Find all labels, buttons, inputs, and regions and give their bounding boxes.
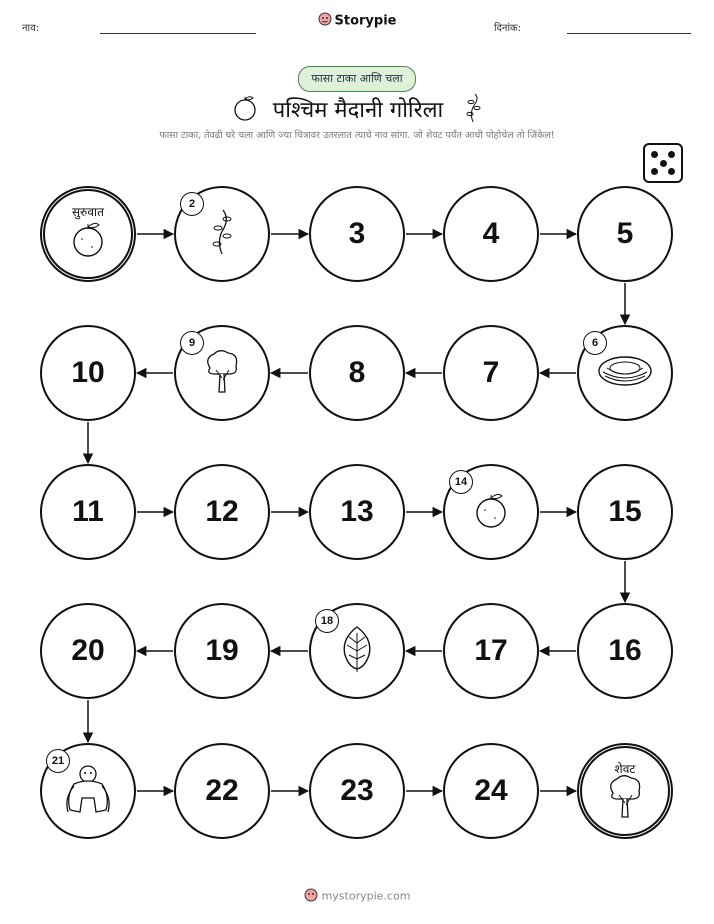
board-cell-23: [309, 743, 405, 839]
board-cell-21: [40, 743, 136, 839]
start-label: सुरुवात: [72, 205, 104, 219]
cell-number: 20: [71, 634, 105, 667]
name-label: नाव:: [22, 23, 40, 34]
footer: [0, 888, 714, 905]
board-cell-11: [40, 464, 136, 560]
leaf-icon: [339, 625, 375, 677]
cell-number-badge: 14: [449, 470, 473, 494]
board-cell-14: [443, 464, 539, 560]
board-cell-20: [40, 603, 136, 699]
board-cell-16: [577, 603, 673, 699]
board-cell-6: [577, 325, 673, 421]
board-cell-12: [174, 464, 270, 560]
board-cell-8: [309, 325, 405, 421]
board-cell-22: [174, 743, 270, 839]
cell-number-badge: 2: [180, 192, 204, 216]
cell-number: 17: [474, 634, 508, 667]
board-cell-15: [577, 464, 673, 560]
cell-number: 16: [608, 634, 642, 667]
board-cell-13: [309, 464, 405, 560]
cell-number: 22: [205, 774, 239, 807]
board-cell-18: [309, 603, 405, 699]
board-cell-24: [443, 743, 539, 839]
cell-number: 11: [72, 495, 104, 528]
brand-name: Storypie: [334, 13, 397, 29]
title-text: पश्चिम मैदानी गोरिला: [272, 98, 444, 123]
cell-number: 7: [482, 356, 500, 389]
tree-icon: [605, 773, 645, 823]
footer-url[interactable]: mystorypie.com: [321, 889, 411, 903]
orange-icon: [471, 490, 511, 534]
cell-number: 23: [340, 774, 374, 807]
cell-number: 10: [71, 356, 105, 389]
tree-icon: [202, 348, 242, 398]
cell-number: 19: [205, 634, 239, 667]
cell-number: 24: [474, 774, 508, 807]
cell-number: 13: [340, 495, 374, 528]
board-cell-2: [174, 186, 270, 282]
start-cell: [40, 186, 136, 282]
instructions: फासा टाका, तेवढी घरे चला आणि ज्या चित्रावर उतरलात त्याचे नाव सांगा. जो शेवट पर्यंत आधी पोहोचेल तो जिंकेल!: [159, 130, 555, 141]
board-cell-10: [40, 325, 136, 421]
cell-number: 3: [348, 217, 366, 250]
game-type-pill: फासा टाका आणि चला: [298, 66, 416, 92]
end-cell: [577, 743, 673, 839]
board-cell-9: [174, 325, 270, 421]
end-label: शेवट: [614, 762, 636, 776]
nest-icon: [597, 354, 653, 392]
board-cell-19: [174, 603, 270, 699]
cell-number: 15: [608, 495, 642, 528]
board-cell-7: [443, 325, 539, 421]
vine-icon: [207, 208, 237, 260]
cell-number: 8: [348, 356, 366, 389]
cell-number: 5: [616, 217, 634, 250]
board-cell-4: [443, 186, 539, 282]
cell-number-badge: 9: [180, 331, 204, 355]
orange-icon: [68, 219, 108, 263]
board-cell-17: [443, 603, 539, 699]
gorilla-icon: [60, 762, 116, 820]
date-label: दिनांक:: [494, 23, 522, 34]
board-cell-5: [577, 186, 673, 282]
cell-number: 12: [205, 495, 239, 528]
cell-number-badge: 21: [46, 749, 70, 773]
cell-number-badge: 18: [315, 609, 339, 633]
cell-number: 4: [482, 217, 500, 250]
cell-number-badge: 6: [583, 331, 607, 355]
footer-logo-icon: [304, 888, 318, 905]
board-cell-3: [309, 186, 405, 282]
